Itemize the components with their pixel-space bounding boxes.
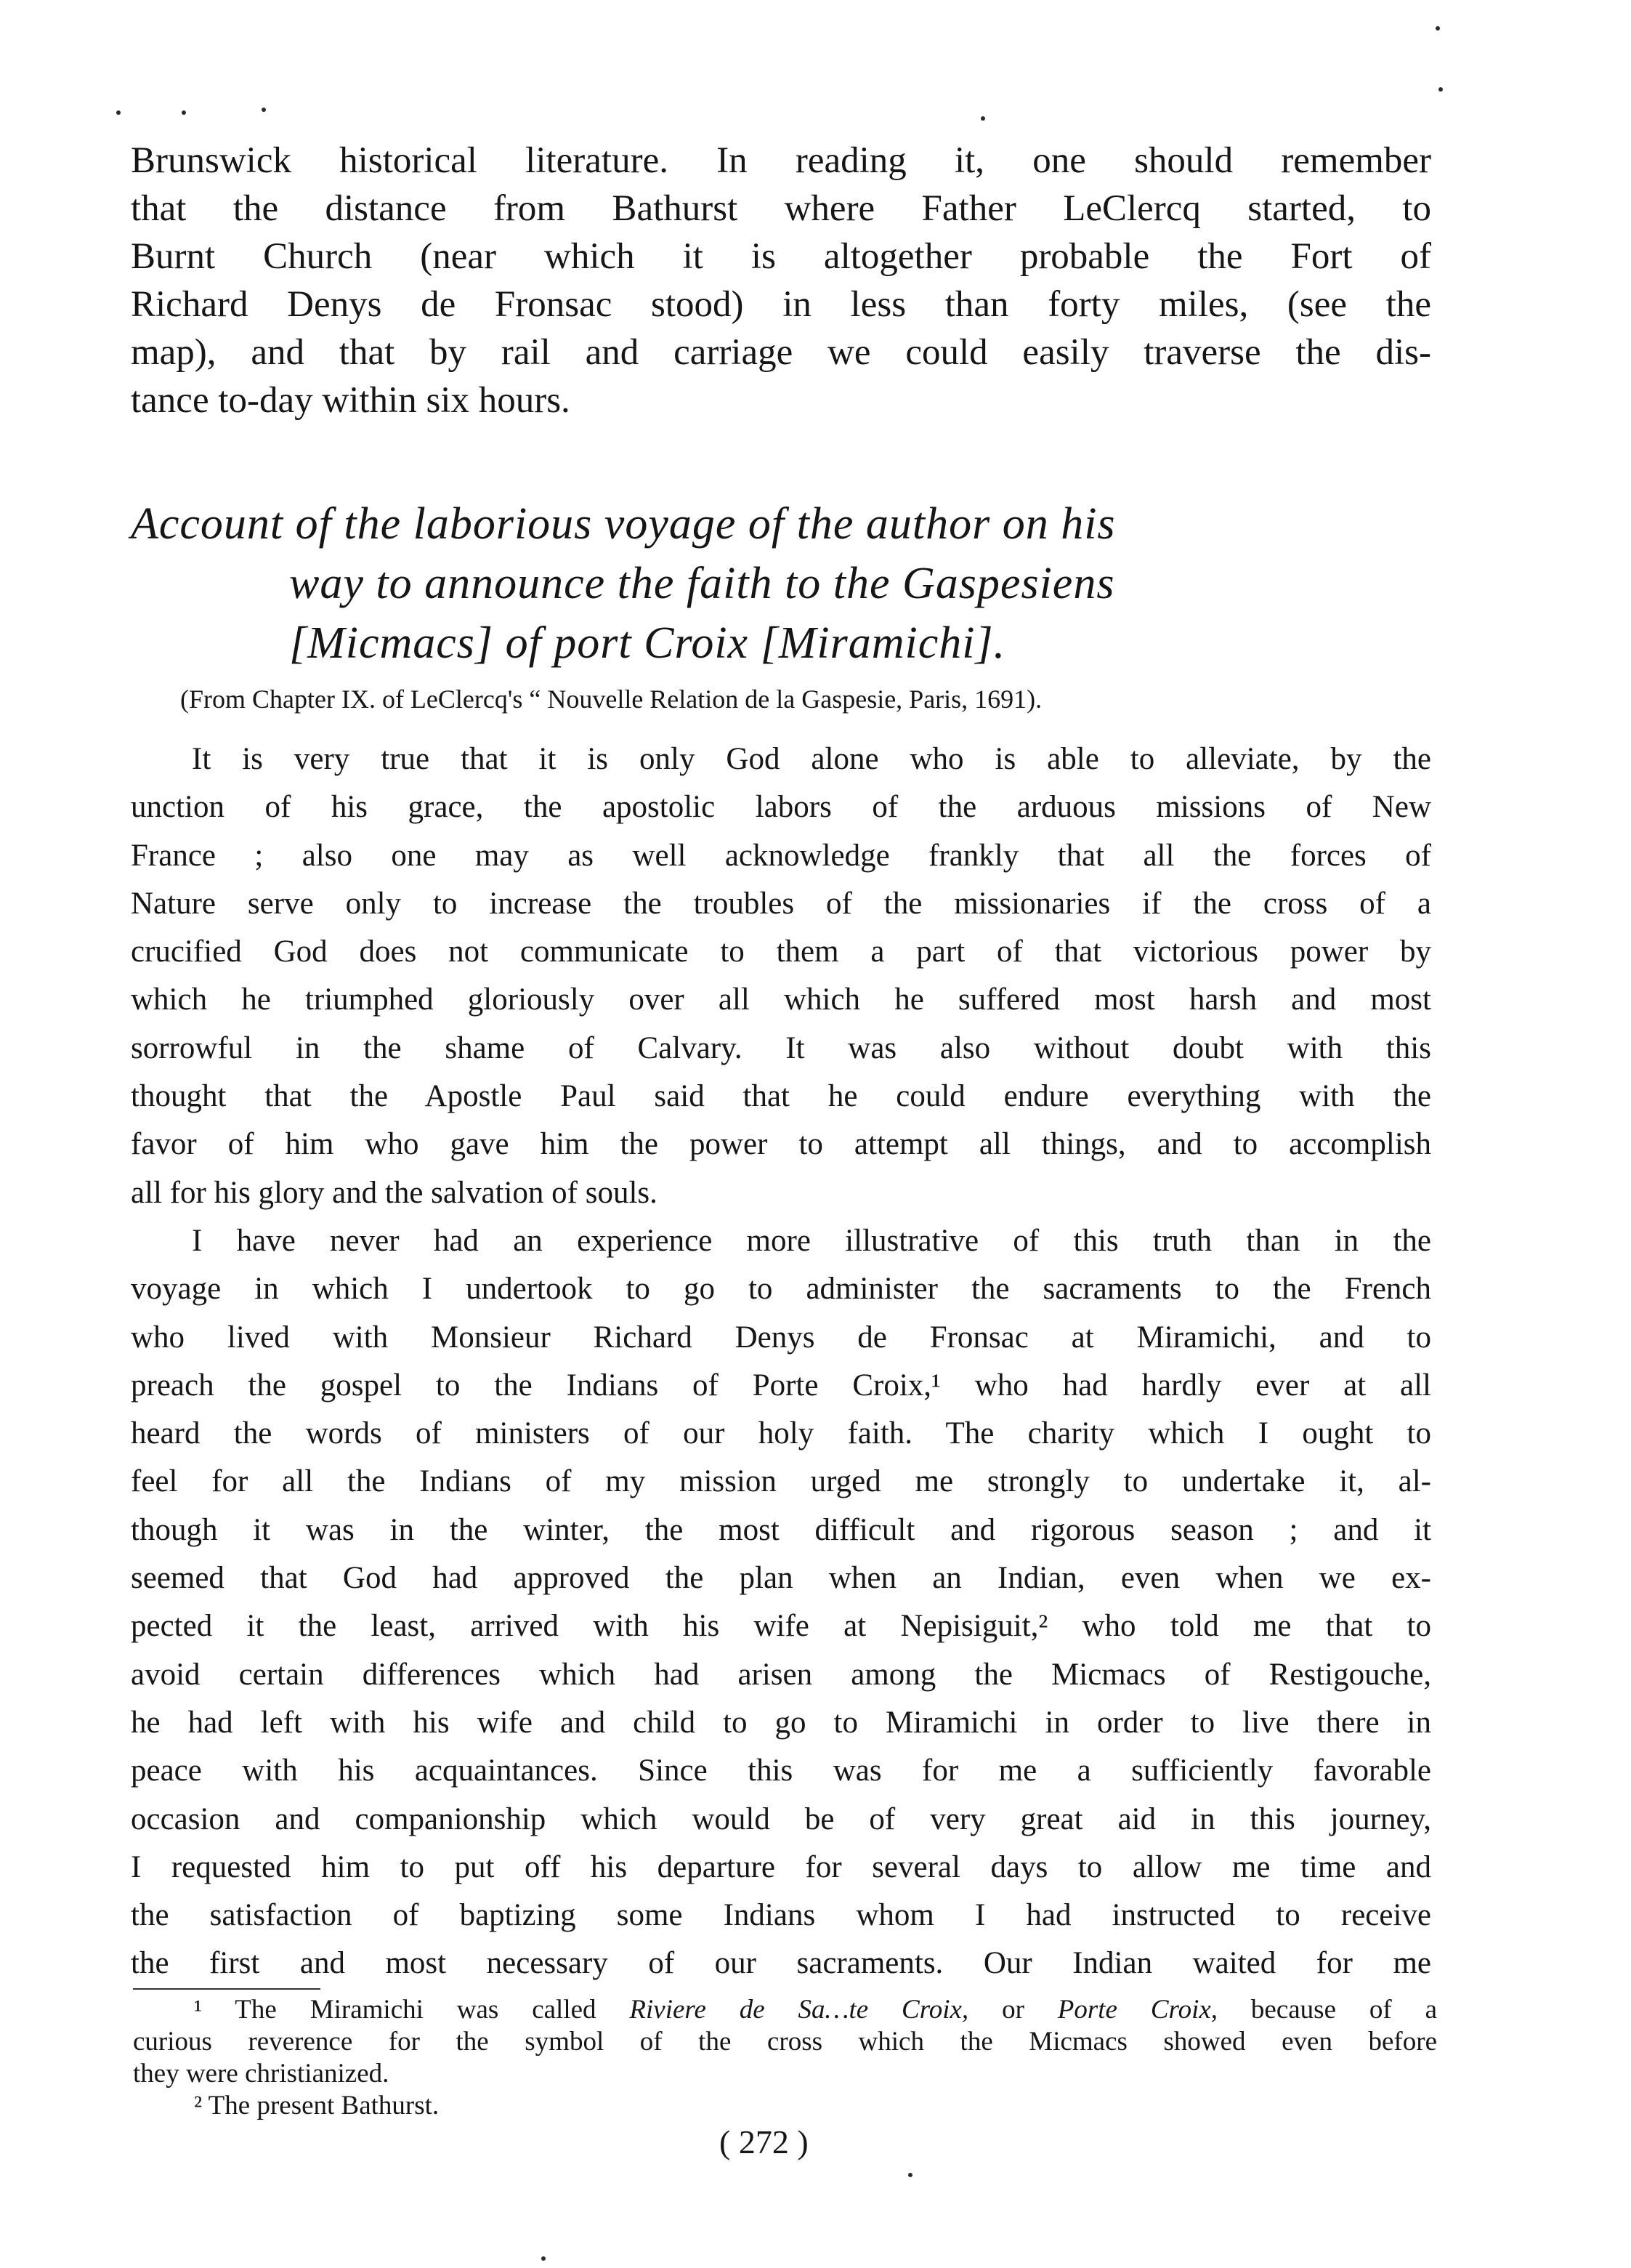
heading-line: [Micmacs] of port Croix [Miramichi]. bbox=[289, 618, 1006, 668]
text-line: pected it the least, arrived with his wife at Nepisiguit,² who told me that to bbox=[131, 1609, 1431, 1644]
footnotes bbox=[133, 1994, 1437, 2122]
text-line: Burnt Church (near which it is altogether probable the Fort of bbox=[131, 236, 1431, 277]
text-line: tance to-day within six hours. bbox=[131, 380, 570, 421]
text-line: who lived with Monsieur Richard Denys de Fronsac at Miramichi, and to bbox=[131, 1320, 1431, 1355]
scan-speck bbox=[541, 2256, 546, 2261]
text-line: the first and most necessary of our sacraments. Our Indian waited for me bbox=[131, 1946, 1431, 1981]
text-line: unction of his grace, the apostolic labors of the arduous missions of New bbox=[131, 790, 1431, 825]
footnote-text: ¹ The Miramichi was called bbox=[194, 1995, 630, 2025]
text-line: France ; also one may as well acknowledge frankly that all the forces of bbox=[131, 838, 1431, 873]
footnote-line: they were christianized. bbox=[133, 2059, 389, 2089]
footnote-divider bbox=[133, 1988, 320, 1990]
text-line: all for his glory and the salvation of souls. bbox=[131, 1175, 657, 1210]
text-line: seemed that God had approved the plan when an Indian, even when we ex- bbox=[131, 1561, 1431, 1596]
text-line: map), and that by rail and carriage we could easily traverse the dis- bbox=[131, 332, 1431, 373]
text-line: occasion and companionship which would be of very great aid in this journey, bbox=[131, 1801, 1431, 1836]
text-line: I requested him to put off his departure for several days to allow me time and bbox=[131, 1849, 1431, 1884]
scan-speck bbox=[1436, 26, 1440, 31]
heading-line: Account of the laborious voyage of the author on his bbox=[131, 499, 1116, 549]
text-line: avoid certain differences which had arisen among the Micmacs of Restigouche, bbox=[131, 1657, 1431, 1692]
intro-paragraph bbox=[131, 137, 1431, 424]
text-line: Richard Denys de Fronsac stood) in less than forty miles, (see the bbox=[131, 284, 1431, 325]
footnote-italic: Riviere de Sa…te Croix, bbox=[629, 1995, 969, 2025]
text-line: It is very true that it is only God alone who is able to alleviate, by the bbox=[192, 742, 1431, 776]
text-line: favor of him who gave him the power to attempt all things, and to accomplish bbox=[131, 1127, 1431, 1162]
text-line: I have never had an experience more illustrative of this truth than in the bbox=[192, 1223, 1431, 1258]
scan-speck bbox=[262, 108, 266, 112]
footnote-2: ² The present Bathurst. bbox=[194, 2091, 440, 2120]
text-line: crucified God does not communicate to them a part of that victorious power by bbox=[131, 935, 1431, 969]
text-line: that the distance from Bathurst where Father LeClercq started, to bbox=[131, 188, 1431, 229]
text-line: though it was in the winter, the most difficult and rigorous season ; and it bbox=[131, 1512, 1431, 1547]
footnote-italic: Porte Croix, bbox=[1057, 1995, 1218, 2025]
scan-speck bbox=[981, 116, 985, 121]
text-line: heard the words of ministers of our holy faith. The charity which I ought to bbox=[131, 1416, 1431, 1451]
body-text bbox=[131, 735, 1431, 1988]
text-line: thought that the Apostle Paul said that he could endure everything with the bbox=[131, 1079, 1431, 1114]
text-line: Nature serve only to increase the troubles of the missionaries if the cross of a bbox=[131, 886, 1431, 921]
scan-speck bbox=[1438, 87, 1443, 92]
scan-speck bbox=[908, 2173, 912, 2177]
text-line: preach the gospel to the Indians of Porte Croix,¹ who had hardly ever at all bbox=[131, 1368, 1431, 1403]
chapter-heading bbox=[131, 494, 1431, 673]
text-line: voyage in which I undertook to go to administer the sacraments to the French bbox=[131, 1272, 1431, 1307]
text-line: peace with his acquaintances. Since this was for me a sufficiently favorable bbox=[131, 1754, 1431, 1788]
footnote-line: curious reverence for the symbol of the cross which the Micmacs showed even before bbox=[133, 2027, 1437, 2057]
text-line: Brunswick historical literature. In reading it, one should remember bbox=[131, 140, 1431, 181]
source-citation: (From Chapter IX. of LeClercq's “ Nouvelle Relation de la Gaspesie, Paris, 1691). bbox=[180, 685, 1043, 714]
text-line: he had left with his wife and child to go to Miramichi in order to live there in bbox=[131, 1705, 1431, 1740]
footnote-1 bbox=[133, 1994, 1437, 2026]
text-line: which he triumphed gloriously over all which he suffered most harsh and most bbox=[131, 982, 1431, 1017]
text-line: feel for all the Indians of my mission urged me strongly to undertake it, al- bbox=[131, 1464, 1431, 1499]
scan-speck bbox=[116, 110, 121, 115]
scan-speck bbox=[182, 110, 186, 115]
heading-line: way to announce the faith to the Gaspesiens bbox=[289, 559, 1115, 608]
footnote-text: or bbox=[968, 1995, 1058, 2025]
footnote-text: because of a bbox=[1218, 1995, 1438, 2025]
text-line: sorrowful in the shame of Calvary. It was also without doubt with this bbox=[131, 1030, 1431, 1065]
text-line: the satisfaction of baptizing some Indians whom I had instructed to receive bbox=[131, 1898, 1431, 1933]
page-number: ( 272 ) bbox=[719, 2123, 809, 2160]
